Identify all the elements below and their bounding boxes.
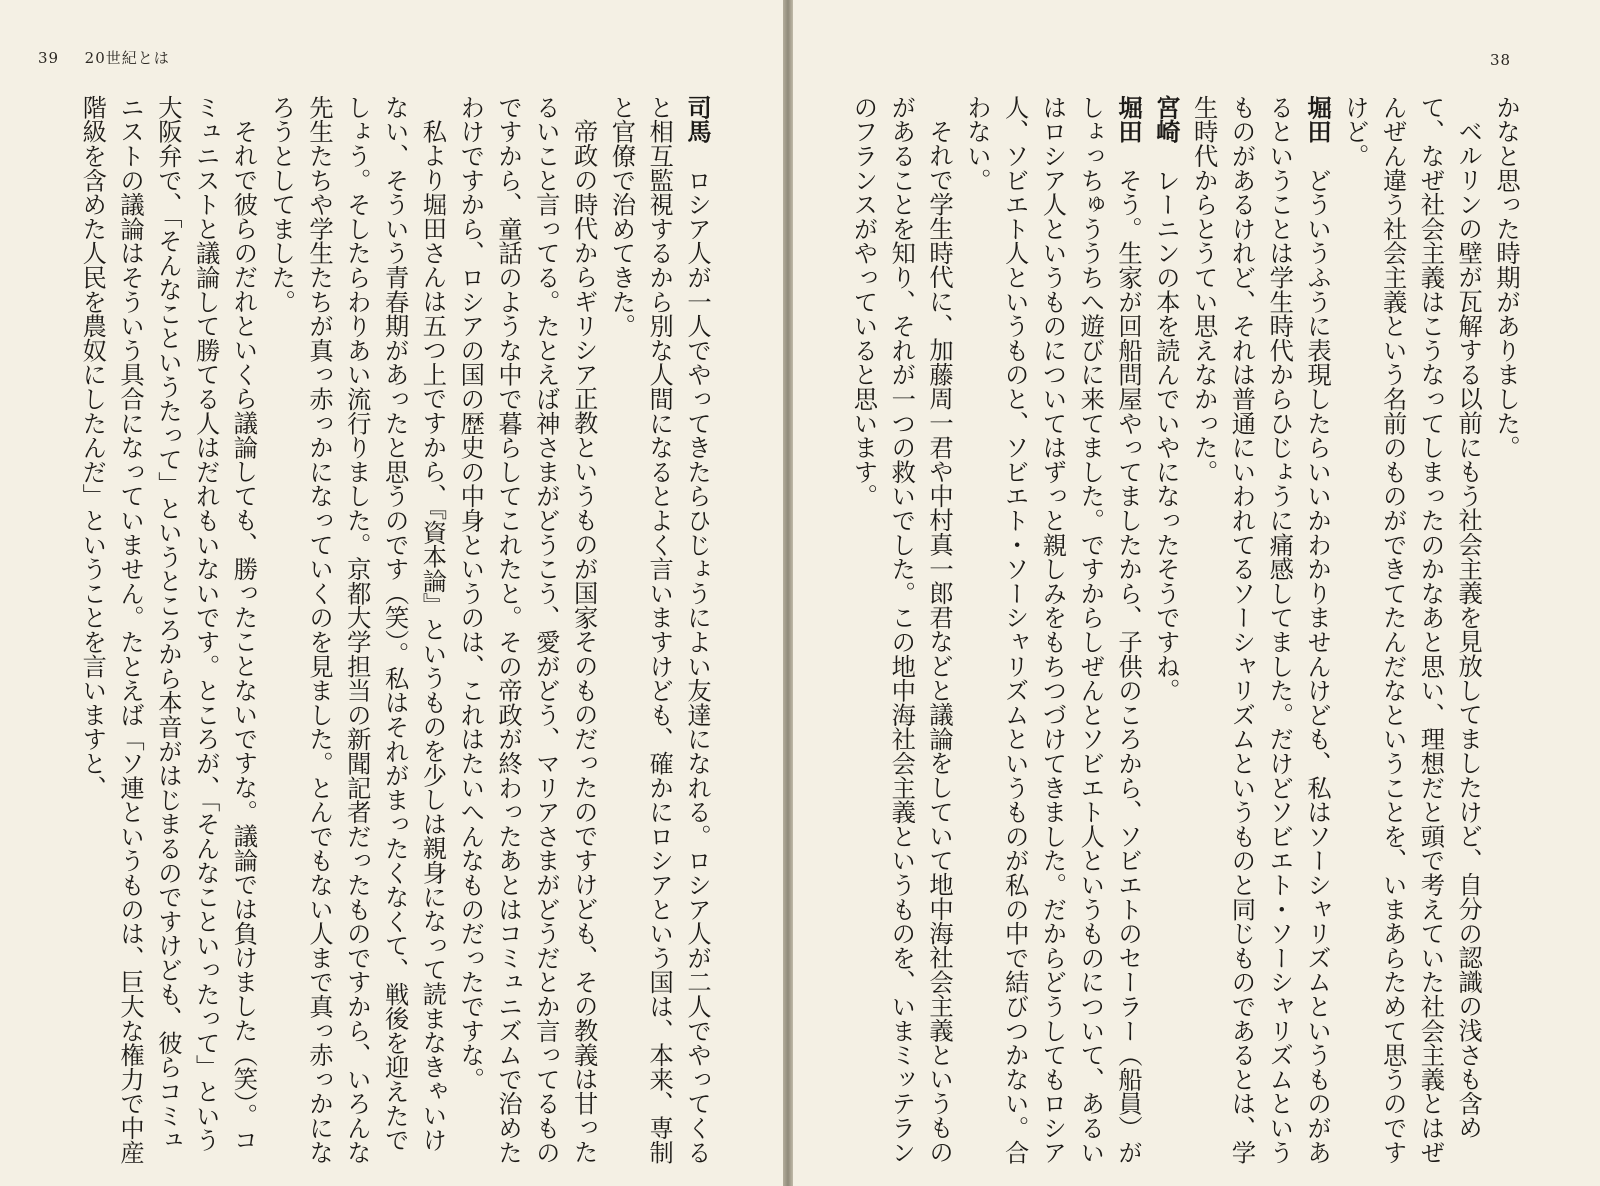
paragraph [262, 95, 451, 1165]
paragraph-text: それで彼らのだれといくら議論しても、勝ったことないですな。議論では負けました（笑）。コミュニストと議論して勝てる人はだれもいないです。ところが、「そんなこといったって」という大阪弁で、「そんなこというたって」というところから本音がはじまるのですけども、彼らコミュニストの議論はそういう具合になっていません。たとえば「ソ連というものは、巨大な権力で中産階級を含めた人民を農奴にしたんだ」ということを言いますと、 [78, 95, 259, 1165]
book-gutter [783, 0, 793, 1186]
paragraph [845, 95, 958, 1165]
right-page-number: 38 [1490, 51, 1512, 69]
speaker-label: 堀田 [1114, 95, 1144, 144]
paragraph-text: かなと思った時期がありました。 [1492, 95, 1521, 460]
paragraph-text: ロシア人が一人でやってきたらひじょうによい友達になれる。ロシア人が二人でやってくると相互監視するから別な人間になるとよく言いますけども、確かにロシアという国は、本来、専制と官僚で治めてきた。 [607, 95, 712, 1165]
paragraph [451, 95, 602, 1165]
left-page [0, 0, 783, 1186]
paragraph [73, 95, 262, 1165]
paragraph [1487, 95, 1525, 1165]
left-page-number: 39 [38, 49, 60, 67]
paragraph [603, 95, 716, 1165]
right-page [793, 0, 1600, 1186]
paragraph-text: 私より堀田さんは五つ上ですから、『資本論』というものを少しは親身になって読まなきゃいけない、そういう青春期があったと思うのです（笑）。私はそれがまったくなくて、戦後を迎えたでしょう。そしたらわりあい流行りました。京都大学担当の新聞記者だったものですから、いろんな先生たちや学生たちが真っ赤っかになっていくのを見ました。とんでもない人まで真っ赤っかになろうとしてました。 [267, 95, 448, 1165]
left-page-body [36, 95, 716, 1165]
paragraph-text: 帝政の時代からギリシア正教というものが国家そのものだったのですけども、その教義は甘ったるいこと言ってる。たとえば神さまがどうこう、愛がどう、マリアさまがどうだとか言ってるものですから、童話のような中で暮らしてこれたと。その帝政が終わったあとはコミュニズムで治めたわけですから、ロシアの国の歴史の中身というのは、これはたいへんなものだったですな。 [456, 95, 599, 1165]
paragraph-text: レーニンの本を読んでいやになったそうですね。 [1151, 167, 1181, 703]
paragraph [958, 95, 1147, 1165]
speaker-label: 宮崎 [1151, 95, 1181, 144]
paragraph [1185, 95, 1336, 1165]
paragraph-text: それで学生時代に、加藤周一君や中村真一郎君などと議論をしていて地中海社会主義というものがあることを知り、それが一つの救いでした。この地中海社会主義というものを、いまミッテランのフランスがやっていると思います。 [849, 95, 955, 1165]
speaker-label: 堀田 [1303, 95, 1333, 144]
paragraph-text: ベルリンの壁が瓦解する以前にもう社会主義を見放してましたけど、自分の認識の浅さも含めて、なぜ社会主義はこうなってしまったのかなあと思い、理想だと頭で考えていた社会主義とはぜんぜん違う社会主義という名前のものができてたんだなということを、いまあらためて思うのですけど。 [1340, 95, 1484, 1165]
paragraph [1147, 95, 1185, 1165]
right-page-body [835, 95, 1525, 1165]
running-head: 20世紀とは [84, 49, 170, 67]
speaker-label: 司馬 [683, 95, 712, 144]
left-page-header [38, 47, 170, 68]
paragraph [1336, 95, 1487, 1165]
paragraph-text: どういうふうに表現したらいいかわかりませんけども、私はソーシャリズムというものがあるということは学生時代からひじょうに痛感してました。だけどソビエト・ソーシャリズムというものがあるけれど、それは普通にいわれてるソーシャリズムというものと同じものであるとは、学生時代からとうてい思えなかった。 [1189, 95, 1333, 1165]
paragraph-text: そう。生家が回船問屋やってましたから、子供のころから、ソビエトのセーラー（船員）がしょっちゅううちへ遊びに来てました。ですからしぜんとソビエト人というものについて、あるいはロシア人というものについてはずっと親しみをもちつづけてきました。だからどうしてもロシア人、ソビエト人というものと、ソビエト・ソーシャリズムというものが私の中で結びつかない。合わない。 [962, 95, 1144, 1165]
